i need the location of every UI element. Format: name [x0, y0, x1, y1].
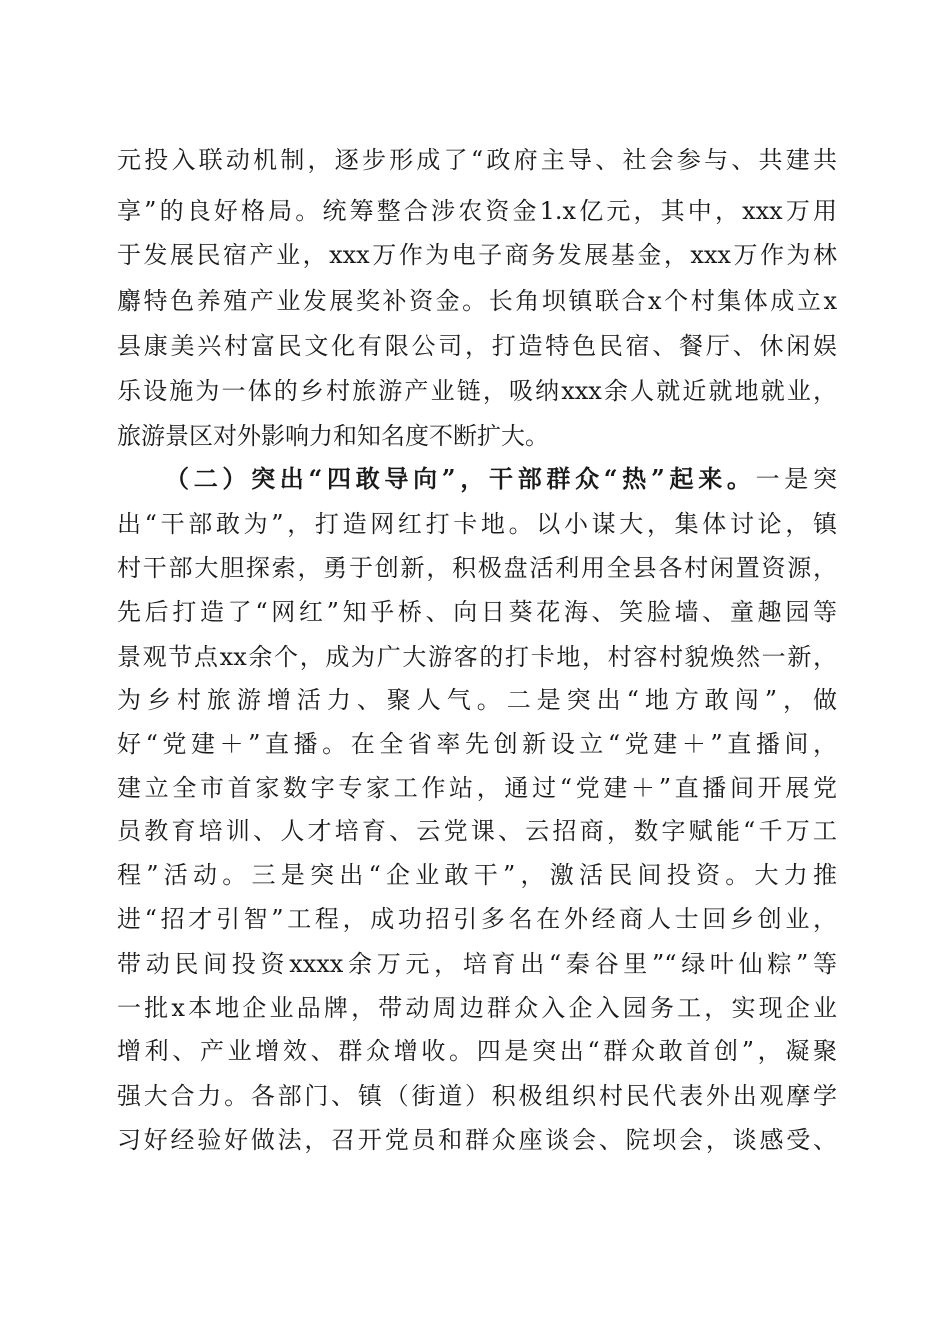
- paragraph-2-line-7: 好“党建＋”直播。在全省率先创新设立“党建＋”直播间，: [117, 730, 837, 758]
- paragraph-2-line-11: 进“招才引智”工程，成功招引多名在外经商人士回乡创业，: [117, 905, 837, 933]
- paragraph-2-first-line: [165, 457, 837, 501]
- paragraph-1-line-3: 于发展民宿产业，xxx万作为电子商务发展基金，xxx万作为林: [117, 241, 837, 269]
- paragraph-1-line-7: 旅游景区对外影响力和知名度不断扩大。: [117, 422, 549, 450]
- paragraph-1-line-5: 县康美兴村富民文化有限公司，打造特色民宿、餐厅、休闲娱: [117, 332, 837, 360]
- paragraph-1-line-4: 麝特色养殖产业发展奖补资金。长角坝镇联合x个村集体成立x: [117, 287, 837, 315]
- paragraph-2-line-8: 建立全市首家数字专家工作站，通过“党建＋”直播间开展党: [117, 774, 837, 802]
- paragraph-2-line-9: 员教育培训、人才培育、云党课、云招商，数字赋能“千万工: [117, 817, 837, 845]
- paragraph-2-line-5: 景观节点xx余个，成为广大游客的打卡地，村容村貌焕然一新，: [117, 643, 837, 671]
- paragraph-2-line-15: 强大合力。各部门、镇（街道）积极组织村民代表外出观摩学: [117, 1082, 837, 1110]
- paragraph-2-line-4: 先后打造了“网红”知乎桥、向日葵花海、笑脸墙、童趣园等: [117, 598, 837, 626]
- paragraph-2-line-10: 程”活动。三是突出“企业敢干”，激活民间投资。大力推: [117, 861, 837, 889]
- paragraph-2-line-6: 为乡村旅游增活力、聚人气。二是突出“地方敢闯”，做: [117, 686, 837, 714]
- paragraph-2-line-2: 出“干部敢为”，打造网红打卡地。以小谋大，集体讨论，镇: [117, 510, 837, 538]
- paragraph-2-line-14: 增利、产业增效、群众增收。四是突出“群众敢首创”，凝聚: [117, 1037, 837, 1065]
- paragraph-2-first-line-rest: 一是突: [755, 465, 838, 493]
- section-heading: （二）突出“四敢导向”，干部群众“热”起来。: [165, 464, 756, 493]
- paragraph-1-line-2: 享”的良好格局。统筹整合涉农资金1.x亿元，其中，xxx万用: [117, 197, 837, 225]
- paragraph-2-line-13: 一批x本地企业品牌，带动周边群众入企入园务工，实现企业: [117, 994, 837, 1022]
- paragraph-1-line-1: 元投入联动机制，逐步形成了“政府主导、社会参与、共建共: [117, 146, 837, 174]
- paragraph-1-line-6: 乐设施为一体的乡村旅游产业链，吸纳xxx余人就近就地就业，: [117, 377, 837, 405]
- paragraph-2-line-16: 习好经验好做法，召开党员和群众座谈会、院坝会，谈感受、: [117, 1126, 837, 1154]
- paragraph-2-line-12: 带动民间投资xxxx余万元，培育出“秦谷里”“绿叶仙粽”等: [117, 950, 837, 978]
- paragraph-2-line-3: 村干部大胆探索，勇于创新，积极盘活利用全县各村闲置资源，: [117, 554, 837, 582]
